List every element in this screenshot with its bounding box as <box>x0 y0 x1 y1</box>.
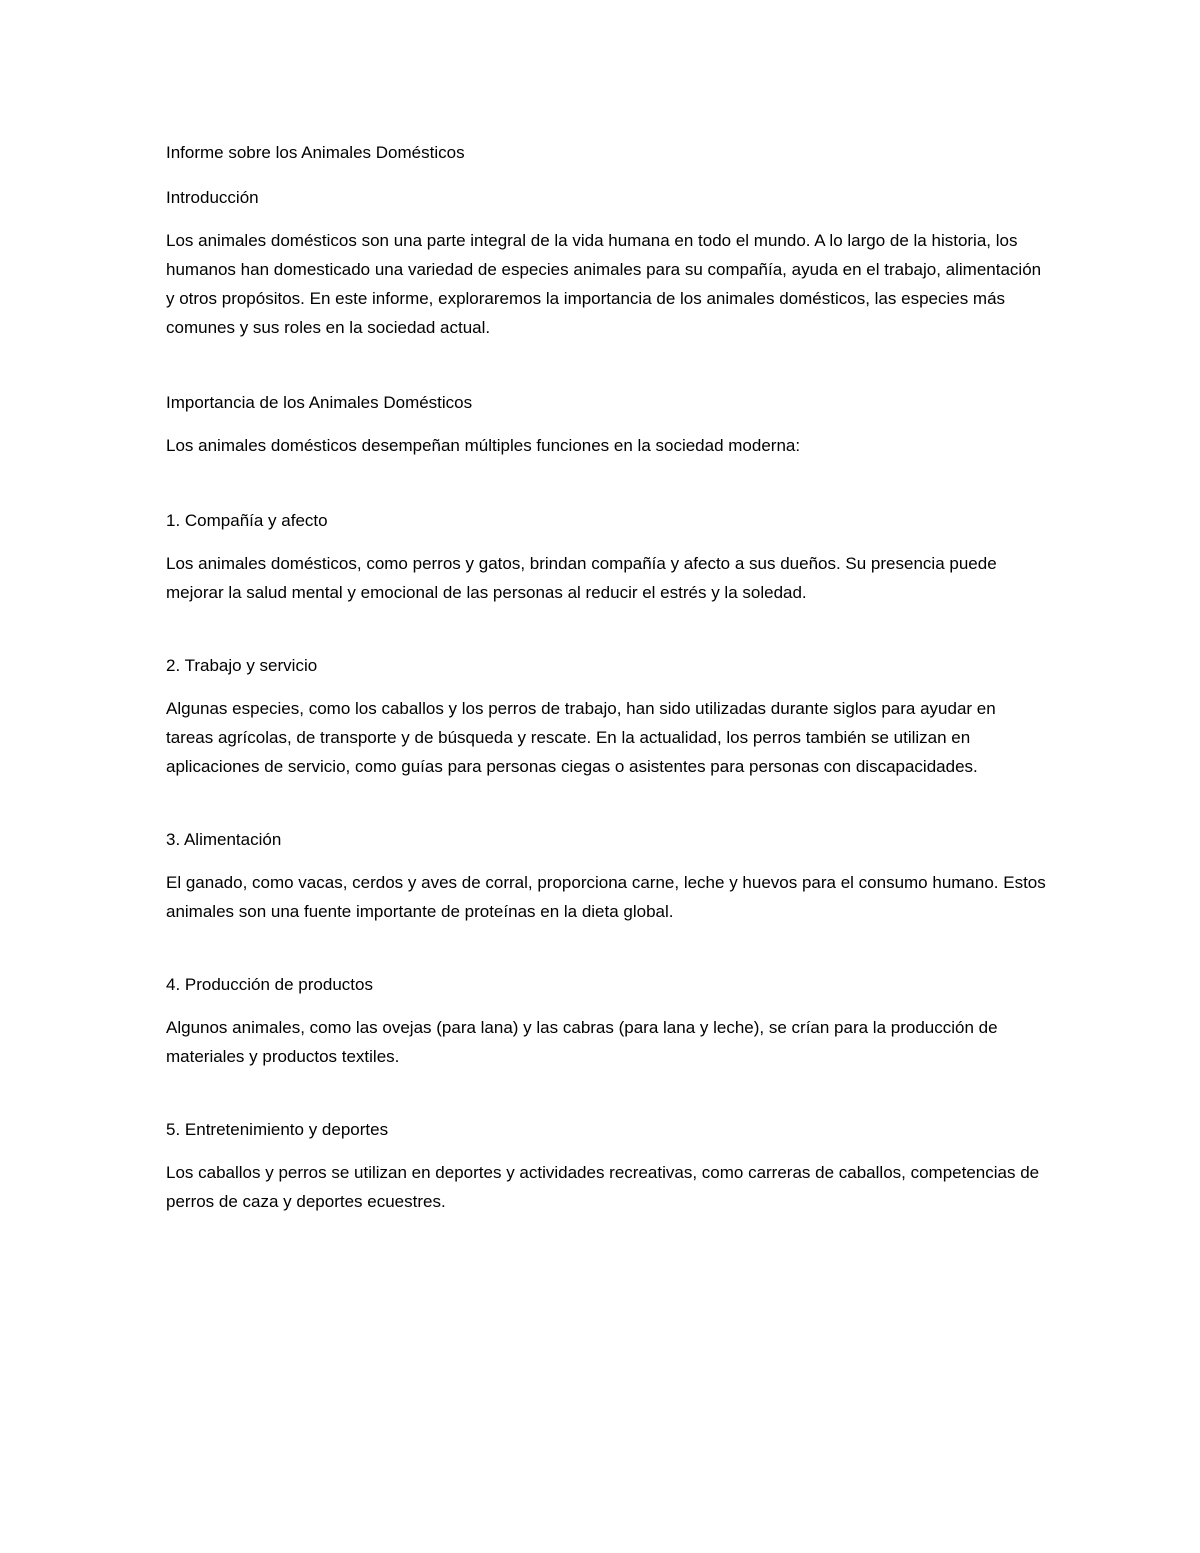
section-paragraph-products: Algunos animales, como las ovejas (para lana) y las cabras (para lana y leche), se crían para la producción de materiales y productos textiles. <box>166 1018 998 1066</box>
importance-heading: Importancia de los Animales Domésticos <box>166 393 473 412</box>
section-heading-entertainment: 5. Entretenimiento y deportes <box>166 1120 389 1139</box>
section-heading-companionship: 1. Compañía y afecto <box>166 511 328 530</box>
section-paragraph-work: Algunas especies, como los caballos y los perros de trabajo, han sido utilizadas durante siglos para ayudar en tareas agrícolas, de transporte y de búsqueda y rescate. En la actualidad, los perros también se utilizan en aplicaciones de servicio, como guías para personas ciegas o asistentes para personas con discapacidades. <box>166 699 996 776</box>
importance-paragraph: Los animales domésticos desempeñan múltiples funciones en la sociedad moderna: <box>166 436 801 455</box>
document-title: Informe sobre los Animales Domésticos <box>166 143 465 162</box>
intro-paragraph: Los animales domésticos son una parte integral de la vida humana en todo el mundo. A lo largo de la historia, los humanos han domesticado una variedad de especies animales para su compañía, ayuda en el trabajo, alimentación y otros propósitos. En este informe, exploraremos la importancia de los animales domésticos, las especies más comunes y sus roles en la sociedad actual. <box>166 231 1042 337</box>
section-heading-food: 3. Alimentación <box>166 830 282 849</box>
section-paragraph-companionship: Los animales domésticos, como perros y gatos, brindan compañía y afecto a sus dueños. Su presencia puede mejorar la salud mental y emocional de las personas al reducir el estrés y la soledad. <box>166 554 997 602</box>
section-paragraph-entertainment: Los caballos y perros se utilizan en deportes y actividades recreativas, como carreras de caballos, competencias de perros de caza y deportes ecuestres. <box>166 1163 1040 1211</box>
document-body <box>166 138 1046 1230</box>
intro-heading: Introducción <box>166 188 259 207</box>
section-paragraph-food: El ganado, como vacas, cerdos y aves de corral, proporciona carne, leche y huevos para el consumo humano. Estos animales son una fuente importante de proteínas en la dieta global. <box>166 873 1046 921</box>
section-heading-work: 2. Trabajo y servicio <box>166 656 318 675</box>
section-heading-products: 4. Producción de productos <box>166 975 373 994</box>
